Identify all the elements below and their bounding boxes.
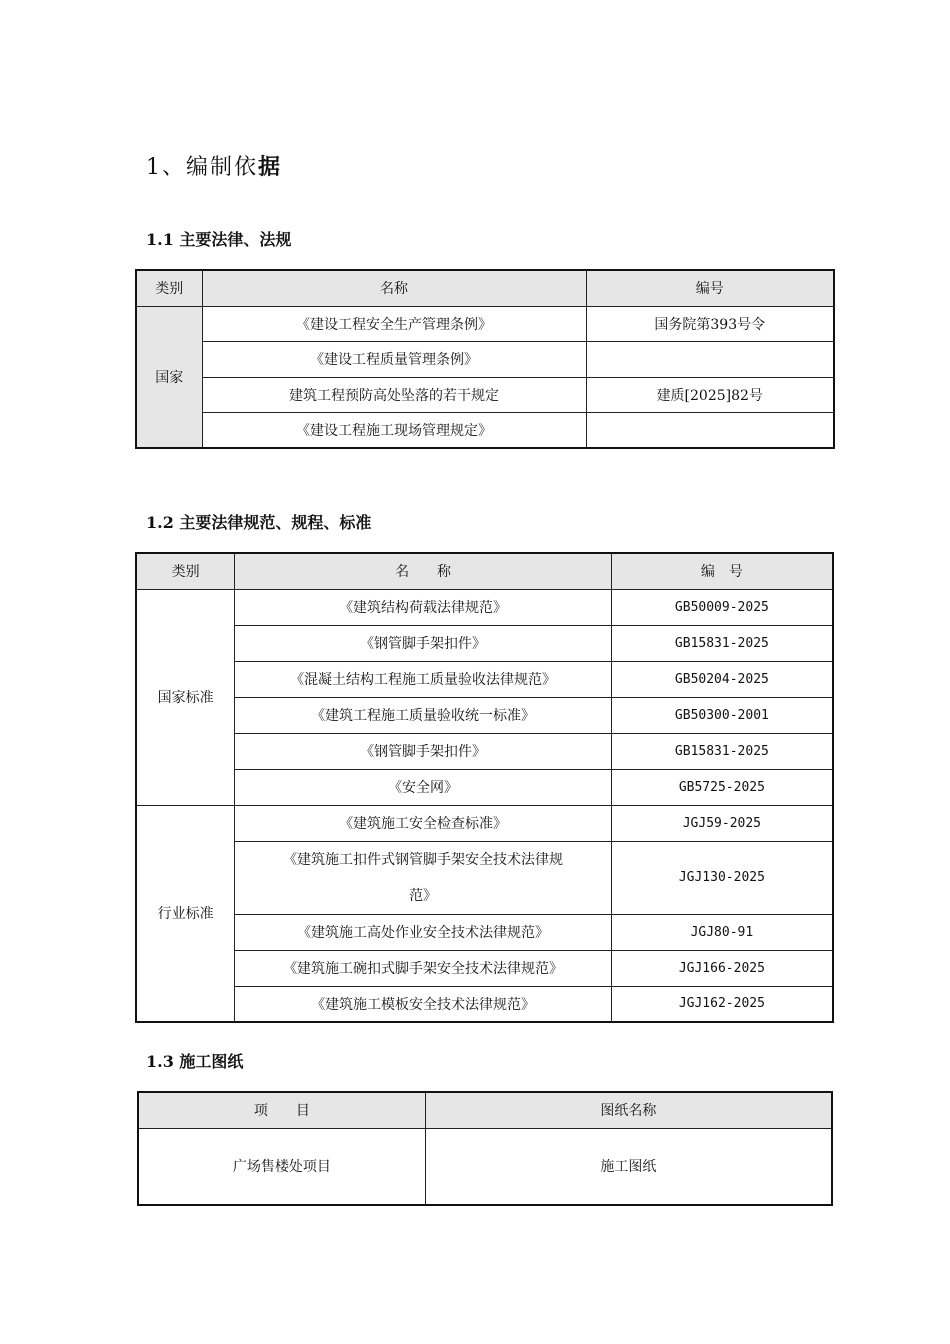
drawings-table bbox=[137, 1091, 833, 1206]
standard-code: GB15831-2025 bbox=[611, 625, 833, 661]
column-header-category: 类别 bbox=[136, 270, 202, 306]
law-code: 国务院第393号令 bbox=[586, 306, 834, 342]
standard-name: 《建筑施工模板安全技术法律规范》 bbox=[235, 986, 611, 1022]
law-name: 《建设工程施工现场管理规定》 bbox=[202, 413, 586, 449]
standard-name: 《建筑工程施工质量验收统一标准》 bbox=[235, 697, 611, 733]
section-title-standards: 1.2 主要法律规范、规程、标准 bbox=[146, 513, 372, 532]
column-header-name: 名 称 bbox=[235, 553, 611, 589]
standard-name: 《钢管脚手架扣件》 bbox=[235, 733, 611, 769]
standard-name: 《钢管脚手架扣件》 bbox=[235, 625, 611, 661]
column-header-project: 项 目 bbox=[138, 1092, 425, 1128]
standard-name: 《建筑施工扣件式钢管脚手架安全技术法律规 范》 bbox=[235, 841, 611, 914]
column-header-category: 类别 bbox=[136, 553, 235, 589]
standard-code: JGJ59-2025 bbox=[611, 805, 833, 841]
page-heading: 1、编制依据 bbox=[146, 154, 283, 180]
column-header-drawing: 图纸名称 bbox=[425, 1092, 832, 1128]
category-cell: 国家 bbox=[136, 306, 202, 448]
column-header-code: 编号 bbox=[586, 270, 834, 306]
section-title-laws: 1.1 主要法律、法规 bbox=[146, 230, 292, 249]
project-cell: 广场售楼处项目 bbox=[138, 1128, 425, 1205]
column-header-name: 名称 bbox=[202, 270, 586, 306]
standard-name: 《建筑结构荷载法律规范》 bbox=[235, 589, 611, 625]
standard-code: JGJ80-91 bbox=[611, 914, 833, 950]
standard-name: 《混凝土结构工程施工质量验收法律规范》 bbox=[235, 661, 611, 697]
drawing-cell: 施工图纸 bbox=[425, 1128, 832, 1205]
standard-name: 《建筑施工碗扣式脚手架安全技术法律规范》 bbox=[235, 950, 611, 986]
law-code: 建质[2025]82号 bbox=[586, 377, 834, 413]
section-title-drawings: 1.3 施工图纸 bbox=[146, 1052, 244, 1071]
standard-code: GB15831-2025 bbox=[611, 733, 833, 769]
standard-code: JGJ162-2025 bbox=[611, 986, 833, 1022]
law-name: 《建设工程质量管理条例》 bbox=[202, 342, 586, 378]
standard-code: GB50009-2025 bbox=[611, 589, 833, 625]
standard-name: 《建筑施工高处作业安全技术法律规范》 bbox=[235, 914, 611, 950]
standard-code: JGJ130-2025 bbox=[611, 841, 833, 914]
category-industry-standard: 行业标准 bbox=[136, 805, 235, 1022]
law-name: 《建设工程安全生产管理条例》 bbox=[202, 306, 586, 342]
standard-code: GB5725-2025 bbox=[611, 769, 833, 805]
law-name: 建筑工程预防高处坠落的若干规定 bbox=[202, 377, 586, 413]
law-code bbox=[586, 342, 834, 378]
category-national-standard: 国家标准 bbox=[136, 589, 235, 805]
standard-name: 《建筑施工安全检查标准》 bbox=[235, 805, 611, 841]
laws-table bbox=[135, 269, 835, 449]
column-header-code: 编 号 bbox=[611, 553, 833, 589]
standard-name: 《安全网》 bbox=[235, 769, 611, 805]
law-code bbox=[586, 413, 834, 449]
standard-code: JGJ166-2025 bbox=[611, 950, 833, 986]
standards-table bbox=[135, 552, 834, 1023]
standard-code: GB50300-2001 bbox=[611, 697, 833, 733]
standard-code: GB50204-2025 bbox=[611, 661, 833, 697]
